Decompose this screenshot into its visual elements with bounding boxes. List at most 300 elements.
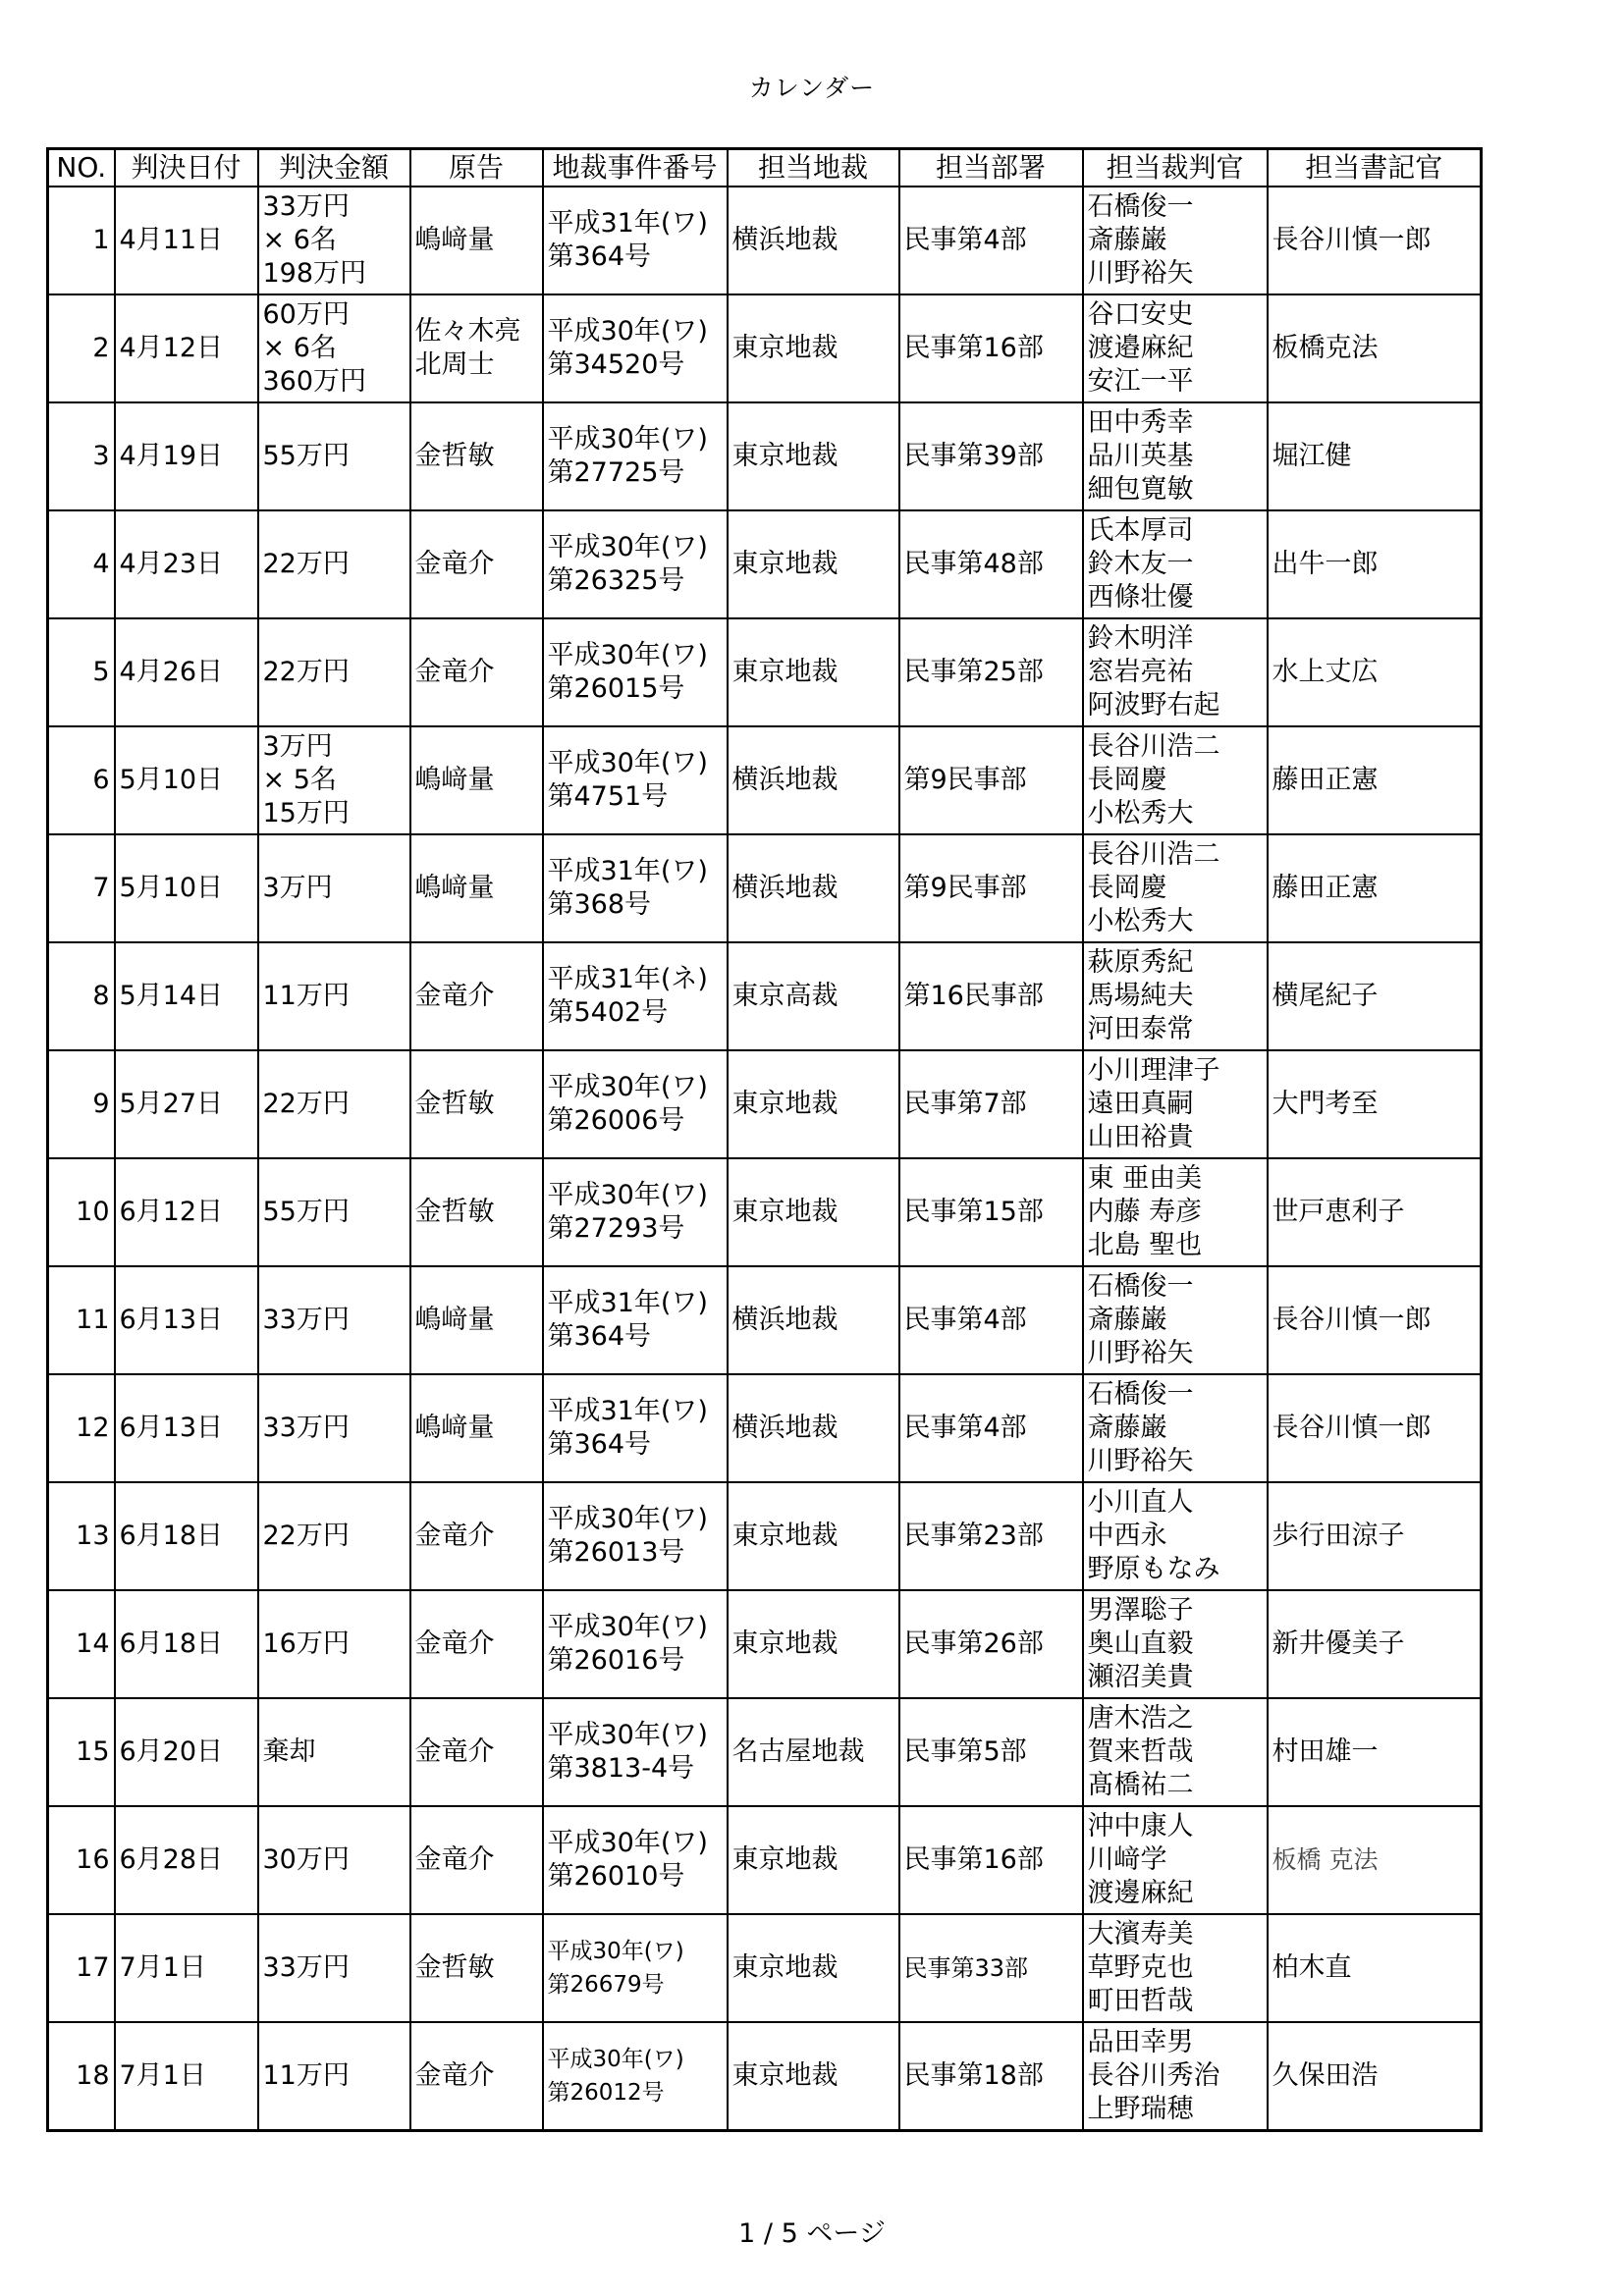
cell-clerk: 世戸恵利子 (1268, 1158, 1482, 1266)
cell-judges-line: 川野裕矢 (1087, 1338, 1194, 1368)
cell-plaintiff (410, 1914, 543, 2022)
cell-case-number-line: 平成31年(ワ) (547, 1396, 708, 1426)
cell-amount-line: 15万円 (262, 798, 350, 828)
cell-judges (1083, 726, 1268, 834)
cell-plaintiff-line: 北周士 (414, 349, 495, 380)
column-header-date: 判決日付 (115, 149, 258, 187)
cell-plaintiff-line: 金哲敏 (414, 1197, 495, 1227)
cell-clerk: 歩行田涼子 (1268, 1482, 1482, 1590)
table-row (48, 1374, 1482, 1482)
cell-case-number-line: 第26006号 (547, 1105, 685, 1136)
cell-plaintiff-line: 金竜介 (414, 1521, 495, 1551)
cell-amount (258, 618, 410, 726)
cell-case-number-line: 平成30年(ワ) (547, 1072, 708, 1102)
cell-plaintiff-line: 金竜介 (414, 549, 495, 579)
cell-no: 6 (48, 726, 115, 834)
cell-plaintiff (410, 1806, 543, 1914)
cell-plaintiff-line: 嶋﨑量 (414, 225, 495, 255)
cell-case-number-line: 第27725号 (547, 457, 685, 488)
cell-court: 東京高裁 (728, 942, 899, 1050)
cell-case-number-line: 第26016号 (547, 1645, 685, 1676)
cell-judges-line: 鈴木明洋 (1087, 623, 1194, 654)
cell-clerk: 水上丈広 (1268, 618, 1482, 726)
cell-judges-line: 瀬沼美貴 (1087, 1662, 1194, 1692)
cell-department: 民事第26部 (899, 1590, 1083, 1698)
cell-plaintiff-line: 金竜介 (414, 981, 495, 1011)
table-row (48, 1590, 1482, 1698)
cell-judges-line: 河田泰常 (1087, 1014, 1194, 1044)
cell-department: 民事第48部 (899, 510, 1083, 618)
cell-date: 7月1日 (115, 2022, 258, 2131)
cell-amount (258, 1590, 410, 1698)
cell-amount (258, 1914, 410, 2022)
cell-judges (1083, 187, 1268, 294)
cell-case-number (543, 1590, 728, 1698)
cell-judges-line: 渡邊麻紀 (1087, 1878, 1194, 1908)
cell-court: 東京地裁 (728, 1158, 899, 1266)
cell-clerk: 村田雄一 (1268, 1698, 1482, 1806)
cell-amount (258, 187, 410, 294)
cell-amount-line: 3万円 (262, 873, 333, 903)
cell-date: 6月13日 (115, 1374, 258, 1482)
cell-judges-line: 石橋俊一 (1087, 191, 1194, 222)
cell-judges (1083, 294, 1268, 402)
table-row (48, 1050, 1482, 1158)
cell-case-number (543, 618, 728, 726)
cell-amount (258, 834, 410, 942)
cell-amount (258, 294, 410, 402)
cell-case-number-line: 平成31年(ワ) (547, 1288, 708, 1318)
cell-judges-line: 内藤 寿彦 (1087, 1197, 1203, 1227)
cell-date: 6月12日 (115, 1158, 258, 1266)
cell-judges-line: 萩原秀紀 (1087, 947, 1194, 978)
cell-amount-line: 11万円 (262, 2060, 350, 2091)
cell-case-number (543, 1266, 728, 1374)
cell-department: 民事第39部 (899, 402, 1083, 510)
cell-plaintiff (410, 1374, 543, 1482)
cell-amount-line: 55万円 (262, 441, 350, 471)
cell-judges-line: 小松秀大 (1087, 798, 1194, 828)
cell-case-number-line: 平成30年(ワ) (547, 748, 708, 778)
cell-amount (258, 1806, 410, 1914)
cell-judges-line: 品川英基 (1087, 441, 1194, 471)
cell-judges-line: 東 亜由美 (1087, 1163, 1203, 1194)
cell-case-number (543, 726, 728, 834)
cell-no: 17 (48, 1914, 115, 2022)
cell-case-number-line: 第3813-4号 (547, 1753, 695, 1784)
cell-department: 第9民事部 (899, 834, 1083, 942)
cell-court: 東京地裁 (728, 1482, 899, 1590)
cell-no: 5 (48, 618, 115, 726)
cell-amount-line: 55万円 (262, 1197, 350, 1227)
cell-date: 7月1日 (115, 1914, 258, 2022)
table-body (48, 187, 1482, 2131)
cell-case-number-line: 平成31年(ワ) (547, 856, 708, 886)
cell-judges-line: 北島 聖也 (1087, 1230, 1203, 1260)
cell-amount-line: 22万円 (262, 549, 350, 579)
cell-no: 14 (48, 1590, 115, 1698)
cell-department: 民事第4部 (899, 1266, 1083, 1374)
cell-judges (1083, 618, 1268, 726)
cell-case-number-line: 第26679号 (547, 1972, 665, 1998)
cell-court: 横浜地裁 (728, 834, 899, 942)
column-header-no: NO. (48, 149, 115, 187)
cell-judges-line: 馬場純夫 (1087, 981, 1194, 1011)
cell-plaintiff-line: 金竜介 (414, 1629, 495, 1659)
cell-case-number-line: 第34520号 (547, 349, 685, 380)
cell-plaintiff (410, 2022, 543, 2131)
cell-case-number-line: 第4751号 (547, 781, 669, 812)
cell-plaintiff-line: 金竜介 (414, 657, 495, 687)
cell-no: 12 (48, 1374, 115, 1482)
cell-amount (258, 2022, 410, 2131)
table-row (48, 942, 1482, 1050)
cell-plaintiff-line: 金哲敏 (414, 441, 495, 471)
cell-court: 東京地裁 (728, 294, 899, 402)
cell-judges-line: 斎藤巌 (1087, 1413, 1167, 1443)
cell-case-number-line: 第26012号 (547, 2080, 665, 2106)
cell-case-number-line: 平成30年(ワ) (547, 1828, 708, 1858)
cell-amount-line: × 6名 (262, 333, 337, 363)
cell-case-number-line: 第364号 (547, 1429, 652, 1460)
cell-judges (1083, 1158, 1268, 1266)
table-row (48, 1698, 1482, 1806)
cell-amount-line: 360万円 (262, 366, 367, 397)
cell-department: 民事第23部 (899, 1482, 1083, 1590)
cell-judges-line: 石橋俊一 (1087, 1379, 1194, 1410)
cell-judges-line: 渡邉麻紀 (1087, 333, 1194, 363)
cell-judges-line: 品田幸男 (1087, 2027, 1194, 2057)
cell-judges-line: 奥山直毅 (1087, 1629, 1194, 1659)
cell-plaintiff (410, 187, 543, 294)
cell-court: 東京地裁 (728, 1806, 899, 1914)
cell-judges-line: 野原もなみ (1087, 1554, 1220, 1584)
cell-plaintiff (410, 1698, 543, 1806)
cell-judges (1083, 1050, 1268, 1158)
cell-amount (258, 1374, 410, 1482)
cell-judges-line: 安江一平 (1087, 366, 1194, 397)
cell-judges-line: 長谷川浩二 (1087, 731, 1220, 762)
cell-judges-line: 鈴木友一 (1087, 549, 1194, 579)
cell-clerk: 柏木直 (1268, 1914, 1482, 2022)
cell-judges (1083, 2022, 1268, 2131)
cell-judges-line: 阿波野右起 (1087, 690, 1220, 721)
cell-clerk: 板橋克法 (1268, 294, 1482, 402)
cell-amount (258, 1266, 410, 1374)
cell-case-number (543, 1914, 728, 2022)
column-header-department: 担当部署 (899, 149, 1083, 187)
cell-court: 東京地裁 (728, 510, 899, 618)
cell-judges-line: 斎藤巌 (1087, 225, 1167, 255)
cell-amount-line: × 5名 (262, 765, 337, 795)
cell-no: 1 (48, 187, 115, 294)
cell-department: 民事第15部 (899, 1158, 1083, 1266)
cell-judges-line: 石橋俊一 (1087, 1271, 1194, 1302)
cell-plaintiff (410, 294, 543, 402)
cell-clerk: 長谷川慎一郎 (1268, 1374, 1482, 1482)
cell-plaintiff (410, 618, 543, 726)
cell-judges (1083, 834, 1268, 942)
column-header-amount: 判決金額 (258, 149, 410, 187)
cell-clerk: 長谷川慎一郎 (1268, 187, 1482, 294)
cell-no: 11 (48, 1266, 115, 1374)
cell-no: 16 (48, 1806, 115, 1914)
cell-judges-line: 長岡慶 (1087, 873, 1167, 903)
cell-amount-line: 3万円 (262, 731, 333, 762)
cell-date: 5月14日 (115, 942, 258, 1050)
cell-date: 4月23日 (115, 510, 258, 618)
cell-department: 民事第4部 (899, 1374, 1083, 1482)
cell-clerk: 横尾紀子 (1268, 942, 1482, 1050)
cell-amount-line: 22万円 (262, 1089, 350, 1119)
cell-judges (1083, 1698, 1268, 1806)
cell-clerk: 堀江健 (1268, 402, 1482, 510)
cell-judges-line: 川野裕矢 (1087, 1446, 1194, 1476)
cell-no: 8 (48, 942, 115, 1050)
cell-court: 東京地裁 (728, 618, 899, 726)
cell-court: 横浜地裁 (728, 726, 899, 834)
header-row (48, 149, 1482, 187)
cell-judges-line: 谷口安史 (1087, 299, 1194, 330)
cell-date: 6月18日 (115, 1482, 258, 1590)
cell-date: 6月20日 (115, 1698, 258, 1806)
cell-judges (1083, 1482, 1268, 1590)
cell-court: 横浜地裁 (728, 1266, 899, 1374)
cell-amount (258, 510, 410, 618)
judgment-table (46, 147, 1483, 2132)
cell-court: 東京地裁 (728, 1590, 899, 1698)
cell-case-number-line: 平成30年(ワ) (547, 1939, 684, 1964)
cell-case-number-line: 第364号 (547, 1321, 652, 1352)
column-header-case-number: 地裁事件番号 (543, 149, 728, 187)
cell-judges-line: 細包寛敏 (1087, 474, 1194, 505)
cell-judges-line: 長谷川秀治 (1087, 2060, 1220, 2091)
column-header-court: 担当地裁 (728, 149, 899, 187)
cell-judges-line: 斎藤巌 (1087, 1305, 1167, 1335)
cell-case-number (543, 1158, 728, 1266)
cell-case-number-line: 第26325号 (547, 565, 685, 596)
cell-amount-line: 33万円 (262, 1952, 350, 1983)
cell-plaintiff (410, 726, 543, 834)
column-header-plaintiff: 原告 (410, 149, 543, 187)
table-row (48, 618, 1482, 726)
cell-case-number-line: 第26013号 (547, 1537, 685, 1568)
cell-date: 6月13日 (115, 1266, 258, 1374)
cell-amount-line: 22万円 (262, 657, 350, 687)
cell-court: 東京地裁 (728, 1050, 899, 1158)
cell-case-number (543, 1806, 728, 1914)
cell-plaintiff (410, 942, 543, 1050)
cell-date: 4月11日 (115, 187, 258, 294)
cell-case-number-line: 第368号 (547, 889, 652, 920)
cell-case-number (543, 510, 728, 618)
cell-date: 4月26日 (115, 618, 258, 726)
cell-case-number-line: 第26015号 (547, 673, 685, 704)
cell-clerk: 長谷川慎一郎 (1268, 1266, 1482, 1374)
cell-plaintiff-line: 金竜介 (414, 2060, 495, 2091)
cell-plaintiff (410, 834, 543, 942)
cell-judges-line: 小松秀大 (1087, 906, 1194, 936)
cell-judges-line: 長谷川浩二 (1087, 839, 1220, 870)
cell-date: 5月27日 (115, 1050, 258, 1158)
cell-judges (1083, 1914, 1268, 2022)
cell-judges-line: 川﨑学 (1087, 1844, 1167, 1875)
cell-clerk: 出牛一郎 (1268, 510, 1482, 618)
cell-court: 横浜地裁 (728, 1374, 899, 1482)
cell-date: 4月12日 (115, 294, 258, 402)
cell-judges-line: 西條壮優 (1087, 582, 1194, 613)
cell-amount-line: 16万円 (262, 1629, 350, 1659)
cell-judges-line: 川野裕矢 (1087, 258, 1194, 289)
cell-plaintiff (410, 1590, 543, 1698)
cell-plaintiff (410, 1482, 543, 1590)
cell-judges-line: 唐木浩之 (1087, 1703, 1194, 1734)
cell-court: 横浜地裁 (728, 187, 899, 294)
table-row (48, 1158, 1482, 1266)
cell-department: 民事第16部 (899, 1806, 1083, 1914)
table-row (48, 834, 1482, 942)
cell-amount-line: 33万円 (262, 1413, 350, 1443)
cell-no: 4 (48, 510, 115, 618)
cell-plaintiff-line: 金竜介 (414, 1736, 495, 1767)
cell-judges-line: 草野克也 (1087, 1952, 1194, 1983)
cell-amount-line: 33万円 (262, 191, 350, 222)
cell-plaintiff (410, 1158, 543, 1266)
cell-amount-line: 30万円 (262, 1844, 350, 1875)
cell-plaintiff-line: 金竜介 (414, 1844, 495, 1875)
cell-date: 5月10日 (115, 834, 258, 942)
cell-amount-line: 22万円 (262, 1521, 350, 1551)
cell-amount-line: 棄却 (262, 1736, 316, 1767)
cell-case-number-line: 第364号 (547, 241, 652, 272)
cell-plaintiff-line: 嶋﨑量 (414, 765, 495, 795)
table-row (48, 2022, 1482, 2131)
cell-amount (258, 1698, 410, 1806)
cell-judges (1083, 1590, 1268, 1698)
cell-case-number (543, 1482, 728, 1590)
cell-amount-line: × 6名 (262, 225, 337, 255)
cell-judges-line: 大濱寿美 (1087, 1919, 1194, 1949)
cell-case-number-line: 第26010号 (547, 1861, 685, 1892)
cell-amount (258, 726, 410, 834)
cell-case-number (543, 1698, 728, 1806)
cell-plaintiff-line: 嶋﨑量 (414, 1305, 495, 1335)
table-row (48, 294, 1482, 402)
cell-case-number-line: 平成30年(ワ) (547, 532, 708, 562)
cell-judges-line: 小川理津子 (1087, 1055, 1220, 1086)
page-title: カレンダー (748, 74, 876, 102)
cell-case-number-line: 平成30年(ワ) (547, 640, 708, 670)
cell-judges-line: 氏本厚司 (1087, 515, 1194, 546)
cell-date: 4月19日 (115, 402, 258, 510)
cell-plaintiff (410, 1266, 543, 1374)
cell-amount-line: 33万円 (262, 1305, 350, 1335)
cell-judges-line: 上野瑞穂 (1087, 2094, 1194, 2124)
cell-clerk: 板橋 克法 (1268, 1806, 1482, 1914)
cell-clerk: 新井優美子 (1268, 1590, 1482, 1698)
cell-judges (1083, 1806, 1268, 1914)
cell-case-number-line: 平成30年(ワ) (547, 1612, 708, 1642)
cell-plaintiff-line: 嶋﨑量 (414, 1413, 495, 1443)
cell-case-number-line: 平成30年(ワ) (547, 1180, 708, 1210)
table-row (48, 726, 1482, 834)
cell-amount-line: 11万円 (262, 981, 350, 1011)
cell-date: 5月10日 (115, 726, 258, 834)
cell-judges-line: 沖中康人 (1087, 1811, 1194, 1842)
cell-case-number (543, 187, 728, 294)
cell-department: 民事第4部 (899, 187, 1083, 294)
cell-no: 9 (48, 1050, 115, 1158)
cell-date: 6月28日 (115, 1806, 258, 1914)
cell-date: 6月18日 (115, 1590, 258, 1698)
cell-no: 15 (48, 1698, 115, 1806)
cell-case-number (543, 1050, 728, 1158)
cell-department: 第9民事部 (899, 726, 1083, 834)
cell-amount (258, 1158, 410, 1266)
cell-case-number-line: 平成31年(ネ) (547, 964, 708, 994)
cell-department: 民事第7部 (899, 1050, 1083, 1158)
cell-no: 18 (48, 2022, 115, 2131)
cell-clerk: 大門考至 (1268, 1050, 1482, 1158)
cell-amount-line: 60万円 (262, 299, 350, 330)
cell-department: 民事第5部 (899, 1698, 1083, 1806)
cell-clerk: 藤田正憲 (1268, 834, 1482, 942)
cell-case-number (543, 834, 728, 942)
cell-clerk: 藤田正憲 (1268, 726, 1482, 834)
table-row (48, 402, 1482, 510)
cell-amount (258, 402, 410, 510)
cell-court: 東京地裁 (728, 402, 899, 510)
cell-case-number (543, 942, 728, 1050)
cell-case-number-line: 第5402号 (547, 997, 669, 1028)
cell-amount (258, 1482, 410, 1590)
cell-case-number-line: 平成30年(ワ) (547, 2047, 684, 2072)
column-header-clerk: 担当書記官 (1268, 149, 1482, 187)
cell-judges-line: 中西永 (1087, 1521, 1167, 1551)
cell-case-number-line: 平成30年(ワ) (547, 316, 708, 347)
cell-judges (1083, 402, 1268, 510)
cell-case-number (543, 2022, 728, 2131)
cell-judges-line: 窓岩亮祐 (1087, 657, 1194, 687)
cell-no: 10 (48, 1158, 115, 1266)
cell-judges-line: 小川直人 (1087, 1487, 1194, 1518)
cell-judges (1083, 1266, 1268, 1374)
cell-judges-line: 長岡慶 (1087, 765, 1167, 795)
cell-case-number (543, 1374, 728, 1482)
cell-department: 第16民事部 (899, 942, 1083, 1050)
cell-judges (1083, 510, 1268, 618)
cell-department: 民事第18部 (899, 2022, 1083, 2131)
cell-no: 13 (48, 1482, 115, 1590)
cell-plaintiff-line: 佐々木亮 (414, 316, 521, 347)
cell-plaintiff-line: 嶋﨑量 (414, 873, 495, 903)
cell-department: 民事第33部 (899, 1914, 1083, 2022)
table-row (48, 1806, 1482, 1914)
cell-judges-line: 山田裕貴 (1087, 1122, 1194, 1152)
cell-clerk: 久保田浩 (1268, 2022, 1482, 2131)
cell-case-number-line: 第27293号 (547, 1213, 685, 1244)
cell-no: 7 (48, 834, 115, 942)
cell-judges-line: 男澤聡子 (1087, 1595, 1194, 1626)
cell-case-number-line: 平成30年(ワ) (547, 424, 708, 454)
cell-no: 2 (48, 294, 115, 402)
cell-case-number-line: 平成31年(ワ) (547, 208, 708, 239)
cell-judges-line: 遠田真嗣 (1087, 1089, 1194, 1119)
cell-plaintiff-line: 金哲敏 (414, 1952, 495, 1983)
cell-plaintiff (410, 510, 543, 618)
cell-court: 東京地裁 (728, 1914, 899, 2022)
cell-plaintiff-line: 金哲敏 (414, 1089, 495, 1119)
